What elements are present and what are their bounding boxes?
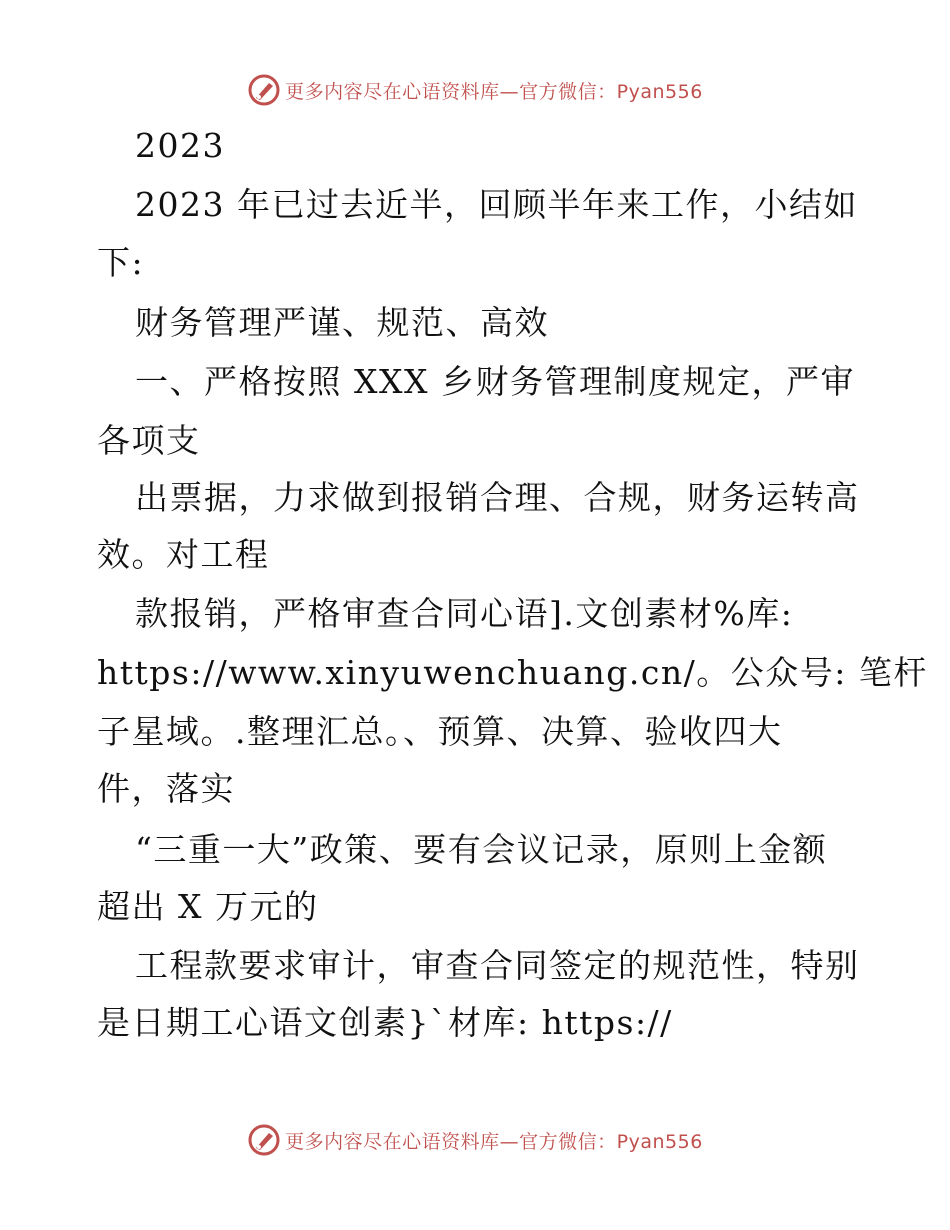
text-line: 子星域。.整理汇总。、预算、决算、验收四大 — [97, 712, 783, 751]
text-line: https://www.xinyuwenchuang.cn/。公众号: 笔杆 — [97, 653, 928, 692]
text-line: 2023 — [135, 126, 225, 165]
text-line: 一、严格按照 XXX 乡财务管理制度规定，严审 — [135, 362, 855, 401]
pen-seal-logo-icon — [247, 1123, 281, 1157]
text-line: 出票据，力求做到报销合理、合规，财务运转高 — [135, 478, 860, 517]
text-line: 款报销，严格审查合同心语].文创素材%库: — [135, 594, 794, 633]
text-line: 工程款要求审计，审查合同签定的规范性，特别 — [135, 946, 860, 985]
footer-banner — [0, 1118, 950, 1162]
section-heading: 财务管理严谨、规范、高效 — [135, 303, 549, 342]
header-banner-text: 更多内容尽在心语资料库—官方微信：Pyan556 — [285, 80, 703, 103]
pen-seal-logo-icon — [247, 73, 281, 107]
text-line: 超出 X 万元的 — [97, 887, 319, 926]
text-line: 效。对工程 — [97, 535, 270, 574]
text-line: 各项支 — [97, 421, 201, 460]
footer-banner-text: 更多内容尽在心语资料库—官方微信：Pyan556 — [285, 1130, 703, 1153]
text-line: 2023 年已过去近半，回顾半年来工作，小结如 — [135, 185, 858, 224]
text-line: “三重一大”政策、要有会议记录，原则上金额 — [135, 830, 828, 869]
text-line: 是日期工心语文创素}`材库: https:// — [97, 1003, 673, 1042]
text-line: 件，落实 — [97, 769, 235, 808]
text-line: 下: — [97, 243, 145, 282]
header-banner — [0, 68, 950, 112]
